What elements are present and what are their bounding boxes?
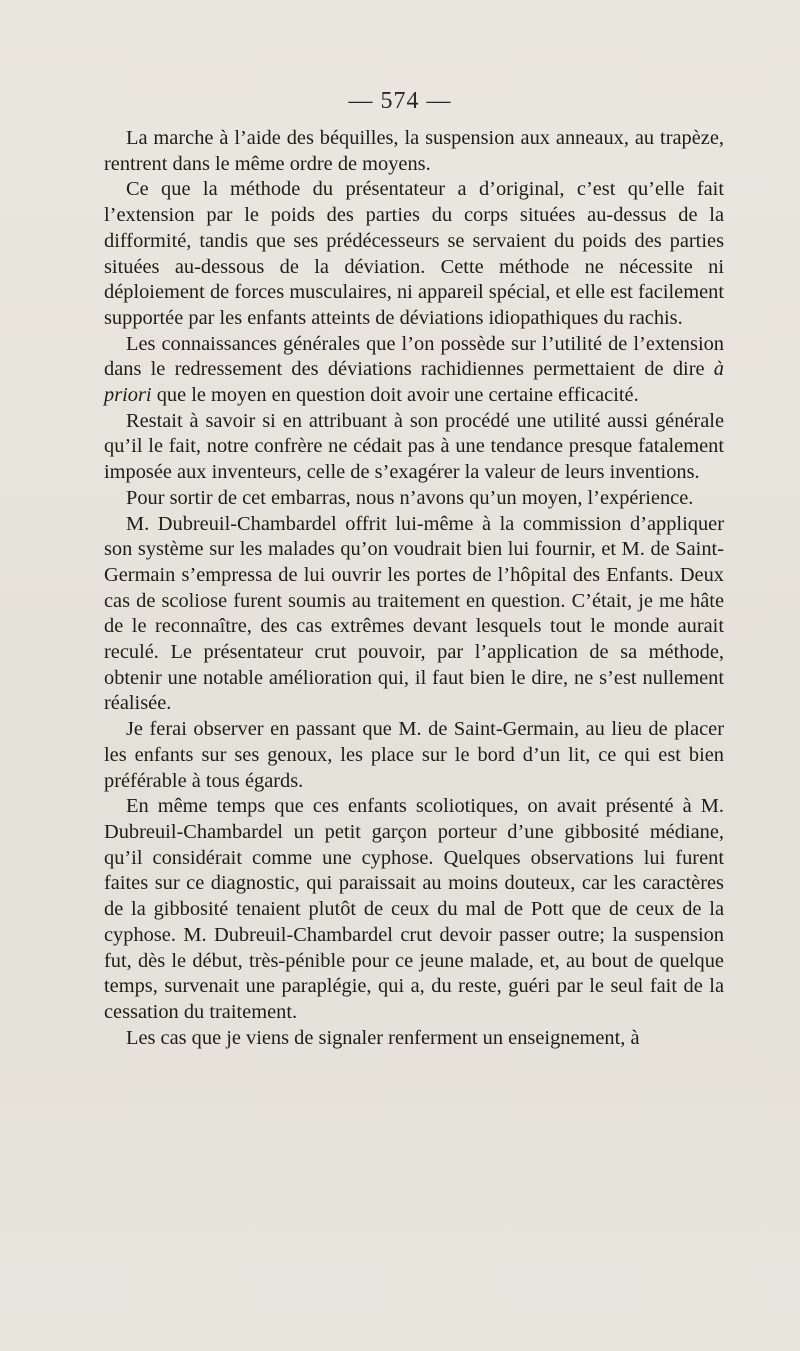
paragraph-5: Pour sortir de cet embarras, nous n’avons qu’un moyen, l’expérience. [126, 486, 694, 509]
paragraph-8: En même temps que ces enfants scoliotiques, on avait présenté à M. Dubreuil-Chambardel un petit garçon porteur d’une gibbosité médiane, qu’il considérait comme une cyphose. Quelques observations lui furent faites sur ce diagnostic, qui paraissait au moins douteux, car les caractères de la gibbosité tenaient plutôt de ceux du mal de Pott que de ceux de la cyphose. M. Dubreuil-Chambardel crut devoir passer outre; la suspension fut, dès le début, très-pénible pour ce jeune malade, et, au bout de quelque temps, survenait une paraplégie, qui a, du reste, guéri par le seul fait de la cessation du traitement. [104, 795, 724, 1023]
paragraph-4: Restait à savoir si en attribuant à son procédé une utilité aussi générale qu’il le fait, notre confrère ne cédait pas à une tendance presque fatalement imposée aux inventeurs, celle de s’exagérer la valeur de leurs inventions. [104, 409, 724, 484]
paragraph-3-after: que le moyen en question doit avoir une certaine efficacité. [151, 384, 639, 407]
paragraph-3 [104, 332, 724, 409]
paragraph-9: Les cas que je viens de signaler renferment un enseignement, à [126, 1026, 640, 1049]
paragraph-7: Je ferai observer en passant que M. de Saint-Germain, au lieu de placer les enfants sur ses genoux, les place sur le bord d’un lit, ce qui est bien préférable à tous égards. [104, 718, 724, 792]
paragraph-1: La marche à l’aide des béquilles, la suspension aux anneaux, au trapèze, rentrent dans le même ordre de moyens. [104, 127, 724, 175]
body-text [104, 126, 724, 1051]
paragraph-3-before: Les connaissances générales que l’on possède sur l’utilité de l’extension dans le redressement des déviations rachidiennes permettaient de dire [104, 332, 724, 381]
page-number: — 574 — [348, 88, 452, 114]
paragraph-6: M. Dubreuil-Chambardel offrit lui-même à la commission d’appliquer son système sur les malades qu’on voudrait bien lui fournir, et M. de Saint-Germain s’empressa de lui ouvrir les portes de l’hôpital des Enfants. Deux cas de scoliose furent soumis au traitement en question. C’était, je me hâte de le reconnaître, des cas extrêmes devant lesquels tout le monde aurait reculé. Le présentateur crut pouvoir, par l’application de sa méthode, obtenir une notable amélioration qui, il faut bien le dire, ne s’est nullement réalisée. [104, 512, 724, 715]
italic-phrase: à priori [104, 358, 724, 407]
paragraph-2: Ce que la méthode du présentateur a d’original, c’est qu’elle fait l’extension par le poids des parties du corps situées au-dessus de la difformité, tandis que ses prédécesseurs se servaient du poids des parties situées au-dessous de la déviation. Cette méthode ne nécessite ni déploiement de forces musculaires, ni appareil spécial, et elle est facilement supportée par les enfants atteints de déviations idiopathiques du rachis. [104, 178, 724, 329]
